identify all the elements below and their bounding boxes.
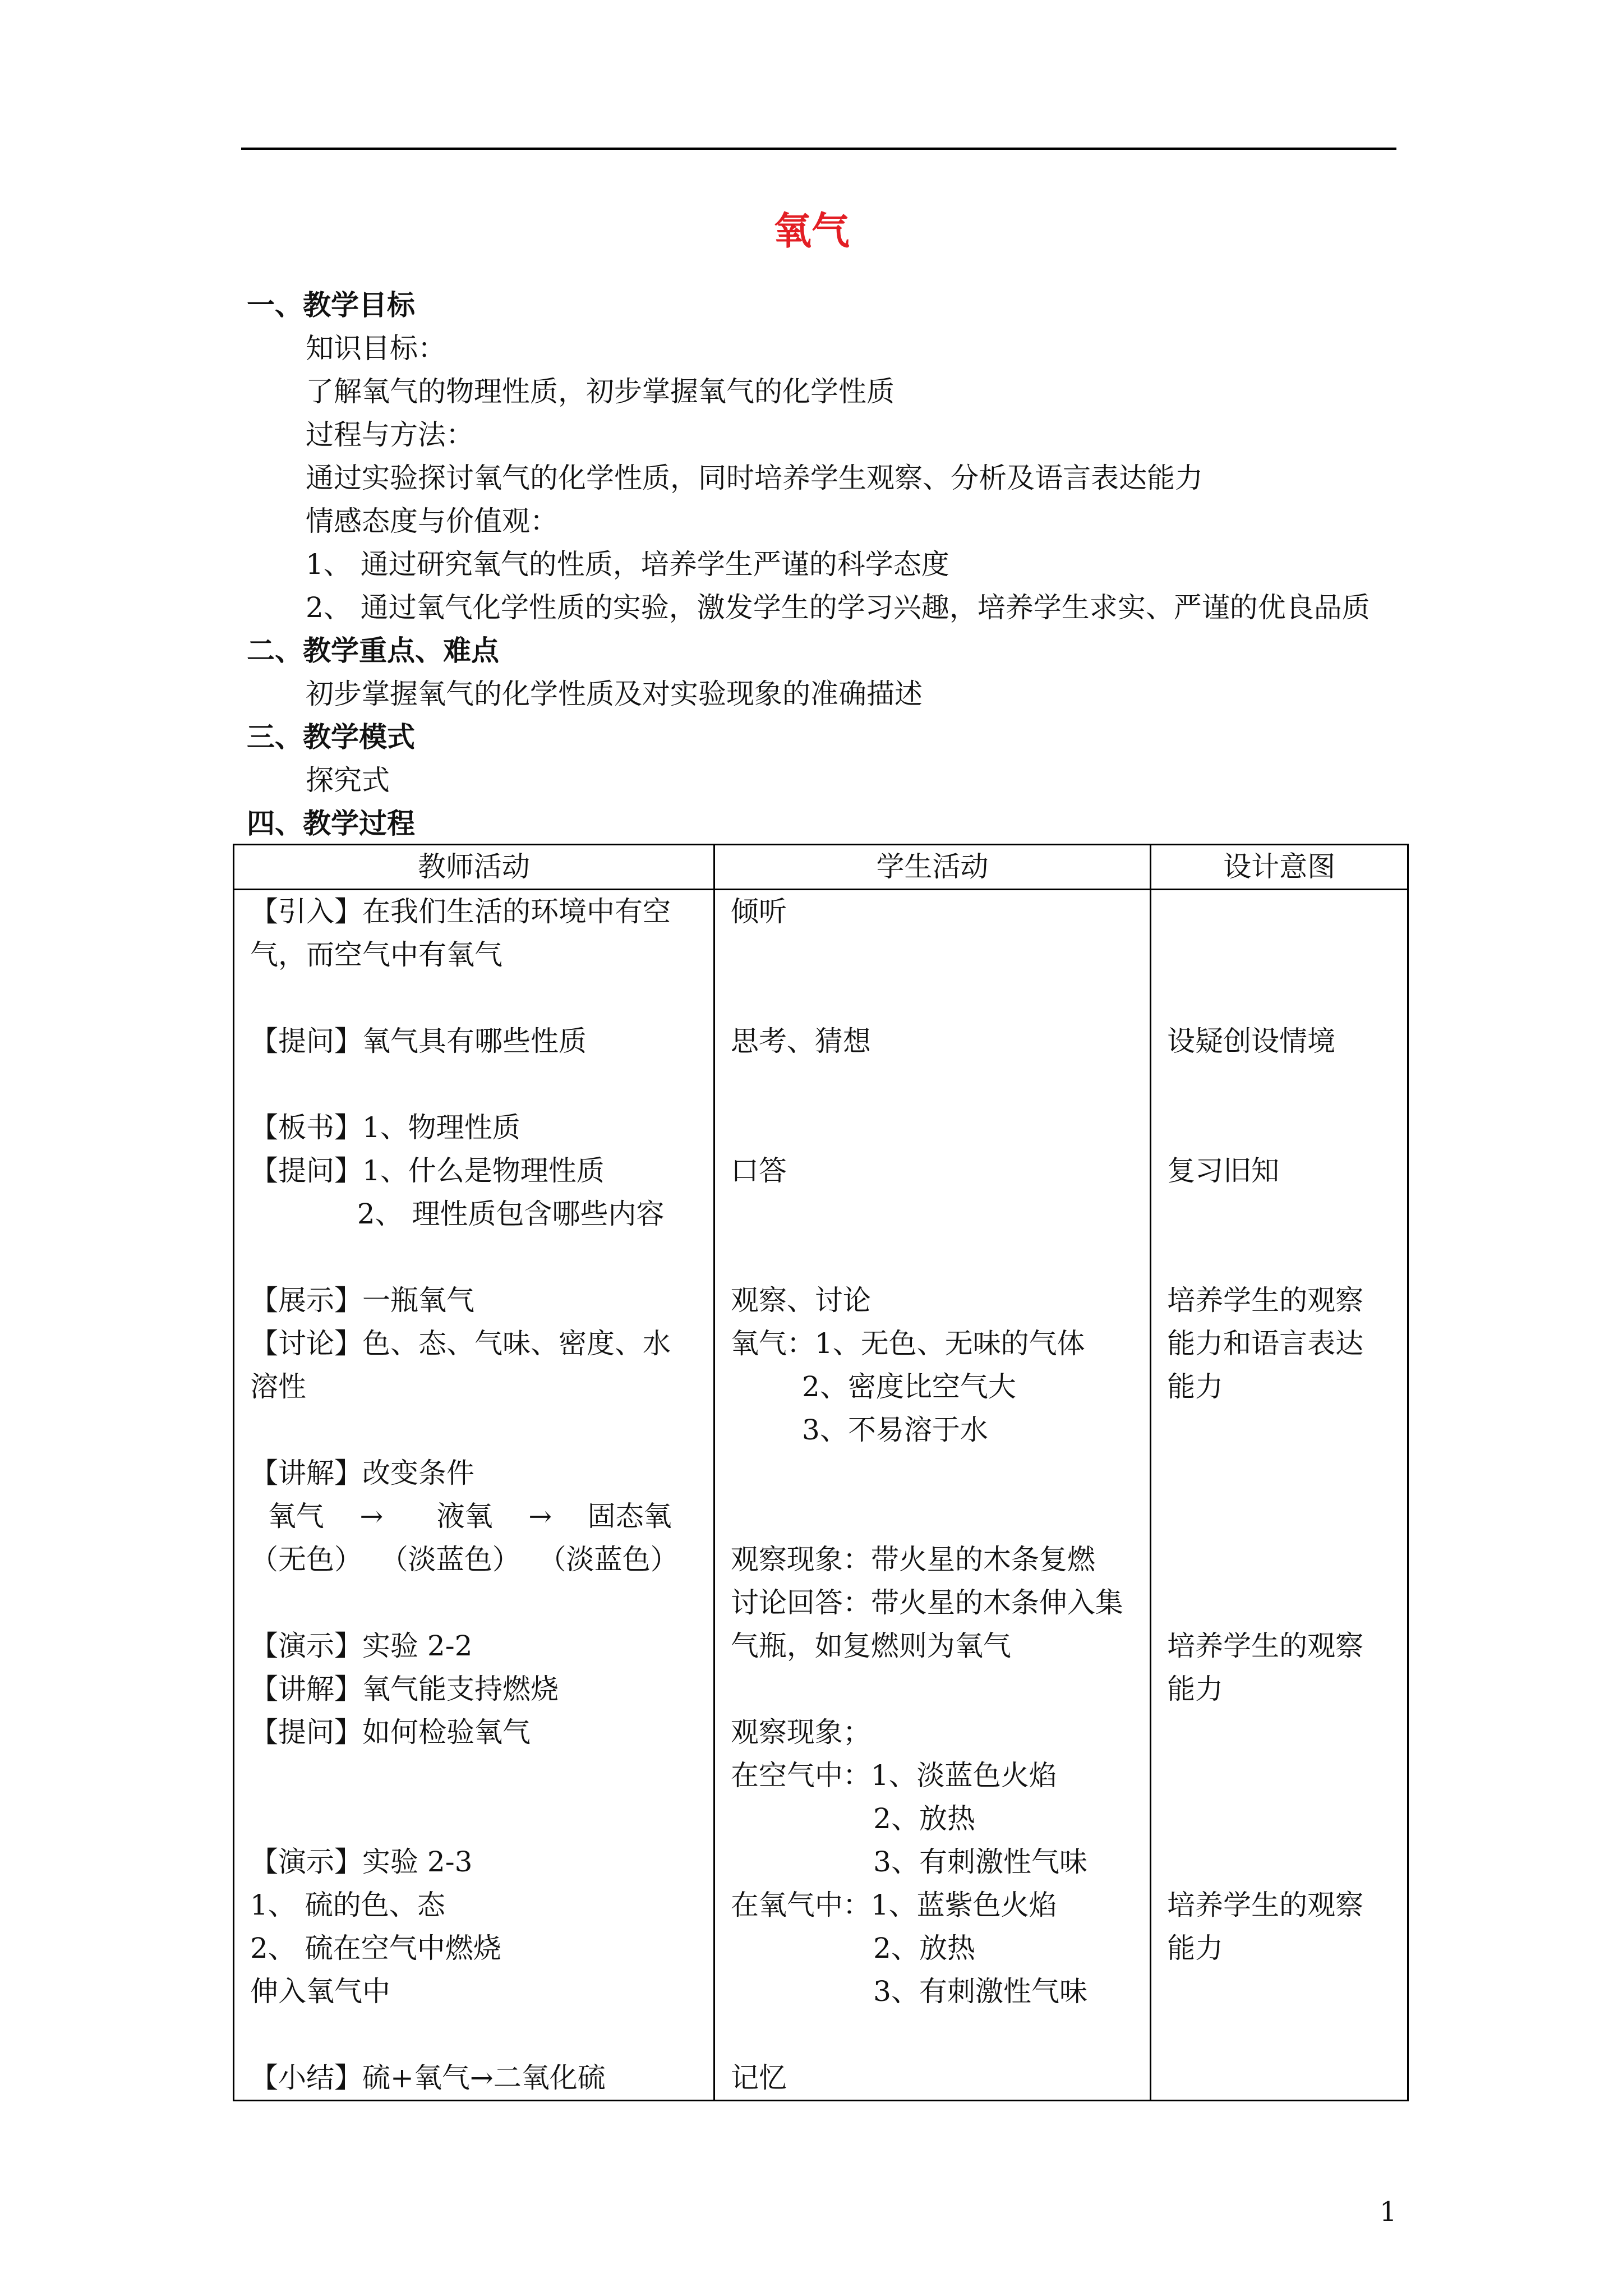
objective-line: 情感态度与价值观： [306, 505, 558, 537]
section-heading-objectives: 一、教学目标 [247, 289, 415, 321]
section-heading-keypoints: 二、教学重点、难点 [247, 634, 499, 667]
section-heading-process: 四、教学过程 [247, 807, 415, 840]
process-table [233, 844, 1409, 2101]
objective-line: 过程与方法： [306, 418, 474, 451]
objective-line: 通过实验探讨氧气的化学性质，同时培养学生观察、分析及语言表达能力 [306, 462, 1203, 494]
mode-line: 探究式 [306, 764, 390, 797]
objective-line: 1、 通过研究氧气的性质，培养学生严谨的科学态度 [306, 548, 949, 581]
header-teacher: 教师活动 [234, 845, 714, 890]
page-number: 1 [1380, 2196, 1397, 2228]
table-header-row [234, 845, 1408, 890]
objective-line: 知识目标： [306, 332, 446, 365]
teacher-activity-cell: 【引入】在我们生活的环境中有空气，而空气中有氧气 【提问】氧气具有哪些性质 【板书】1、物理性质 【提问】1、什么是物理性质 2、 理性质包含哪些内容 【展示】一瓶氧气 【讨论】色、态、气味、密度、水溶性 【讲解】改变条件 氧气 → 液氧 → 固态氧 （无色） （淡蓝色） （淡蓝色） 【演示】实验 2-2 【讲解】氧气能支持燃烧 【提问】如何检验氧气 【演示】实验 2-3 1、 硫的色、态 2、 硫在空气中燃烧 伸入氧气中 【小结】硫+氧气→二氧化硫 [234, 890, 714, 2101]
page-title: 氧气 [773, 209, 850, 254]
keypoints-line: 初步掌握氧气的化学性质及对实验现象的准确描述 [306, 678, 923, 710]
objective-line: 2、 通过氧气化学性质的实验，激发学生的学习兴趣，培养学生求实、严谨的优良品质 [306, 591, 1370, 624]
objective-line: 了解氧气的物理性质，初步掌握氧气的化学性质 [306, 375, 895, 408]
table-row [234, 890, 1408, 2101]
header-rule [241, 148, 1396, 150]
header-intent: 设计意图 [1151, 845, 1408, 890]
header-student: 学生活动 [714, 845, 1150, 890]
section-heading-mode: 三、教学模式 [247, 721, 415, 753]
design-intent-cell: 设疑创设情境 复习旧知 培养学生的观察能力和语言表达能力 培养学生的观察能力 培养学生的观察能力 [1151, 890, 1408, 2101]
student-activity-cell: 倾听 思考、猜想 口答 观察、讨论 氧气：1、无色、无味的气体 2、密度比空气大 3、不易溶于水 观察现象：带火星的木条复燃 讨论回答：带火星的木条伸入集气瓶，如复燃则为氧气 观察现象； 在空气中：1、淡蓝色火焰 2、放热 3、有刺激性气味 在氧气中：1、蓝紫色火焰 2、放热 3、有刺激性气味 记忆 [714, 890, 1150, 2101]
